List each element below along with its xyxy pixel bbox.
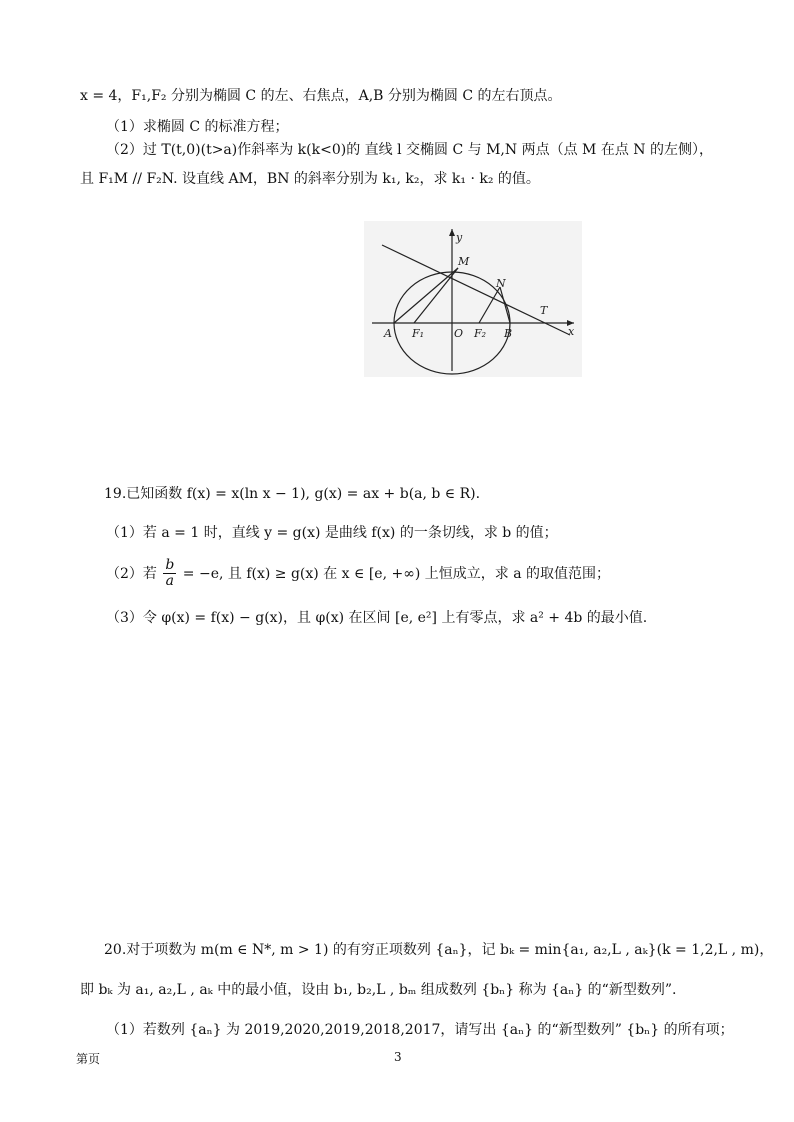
- ellipse-diagram: [364, 221, 582, 377]
- fraction-numerator: b: [165, 557, 175, 573]
- q18-part1: （1）求椭圆 C 的标准方程；: [106, 119, 289, 135]
- page-number: 3: [394, 1050, 402, 1064]
- q18-intro: x = 4，F₁,F₂ 分别为椭圆 C 的左、右焦点，A,B 分别为椭圆 C 的左右顶点。: [80, 88, 562, 104]
- fraction-b-over-a: [163, 558, 176, 590]
- label-a: A: [384, 327, 392, 340]
- line-l: [382, 245, 570, 335]
- y-arrow: [449, 229, 455, 236]
- q20-line2: 即 bₖ 为 a₁, a₂,L , aₖ 中的最小值，设由 b₁, b₂,L , bₘ 组成数列 {bₙ} 称为 {aₙ} 的“新型数列”.: [80, 982, 677, 998]
- label-b: B: [504, 327, 513, 340]
- label-x: x: [568, 325, 575, 338]
- q20-stem: 20.对于项数为 m(m ∈ N*, m > 1) 的有穷正项数列 {aₙ}，记 bₖ = min{a₁, a₂,L , aₖ}(k = 1,2,L , m)，: [104, 942, 774, 958]
- q18-part2: （2）过 T(t,0)(t>a)作斜率为 k(k<0)的 直线 l 交椭圆 C 与 M,N 两点（点 M 在点 N 的左侧），: [106, 142, 713, 158]
- line-f1m: [414, 268, 458, 323]
- q19-stem: 19.已知函数 f(x) = x(ln x − 1), g(x) = ax + b(a, b ∈ R).: [104, 486, 481, 502]
- label-y: y: [456, 231, 463, 244]
- label-f2: F₂: [474, 327, 487, 340]
- q19-part2-post: = −e, 且 f(x) ≥ g(x) 在 x ∈ [e, +∞) 上恒成立，求 a 的取值范围；: [182, 565, 611, 582]
- q19-part1: （1）若 a = 1 时，直线 y = g(x) 是曲线 f(x) 的一条切线，求 b 的值；: [106, 525, 558, 541]
- q19-part2: [106, 558, 610, 590]
- q18-part2-cont: 且 F₁M // F₂N. 设直线 AM，BN 的斜率分别为 k₁, k₂，求 k₁ · k₂ 的值。: [80, 171, 540, 187]
- label-m: M: [458, 255, 470, 268]
- label-t: T: [540, 304, 548, 317]
- label-f1: F₁: [412, 327, 425, 340]
- fraction-denominator: a: [165, 573, 175, 590]
- q19-part3: （3）令 φ(x) = f(x) − g(x)，且 φ(x) 在区间 [e, e²] 上有零点，求 a² + 4b 的最小值.: [106, 610, 648, 626]
- q19-part2-pre: （2）若: [106, 565, 157, 582]
- ellipse-figure: [364, 221, 582, 377]
- q20-part1: （1）若数列 {aₙ} 为 2019,2020,2019,2018,2017，请写出 {aₙ} 的“新型数列” {bₙ} 的所有项；: [106, 1022, 734, 1038]
- label-o: O: [454, 327, 464, 340]
- footer-label: 第页: [76, 1052, 101, 1066]
- label-n: N: [496, 277, 506, 290]
